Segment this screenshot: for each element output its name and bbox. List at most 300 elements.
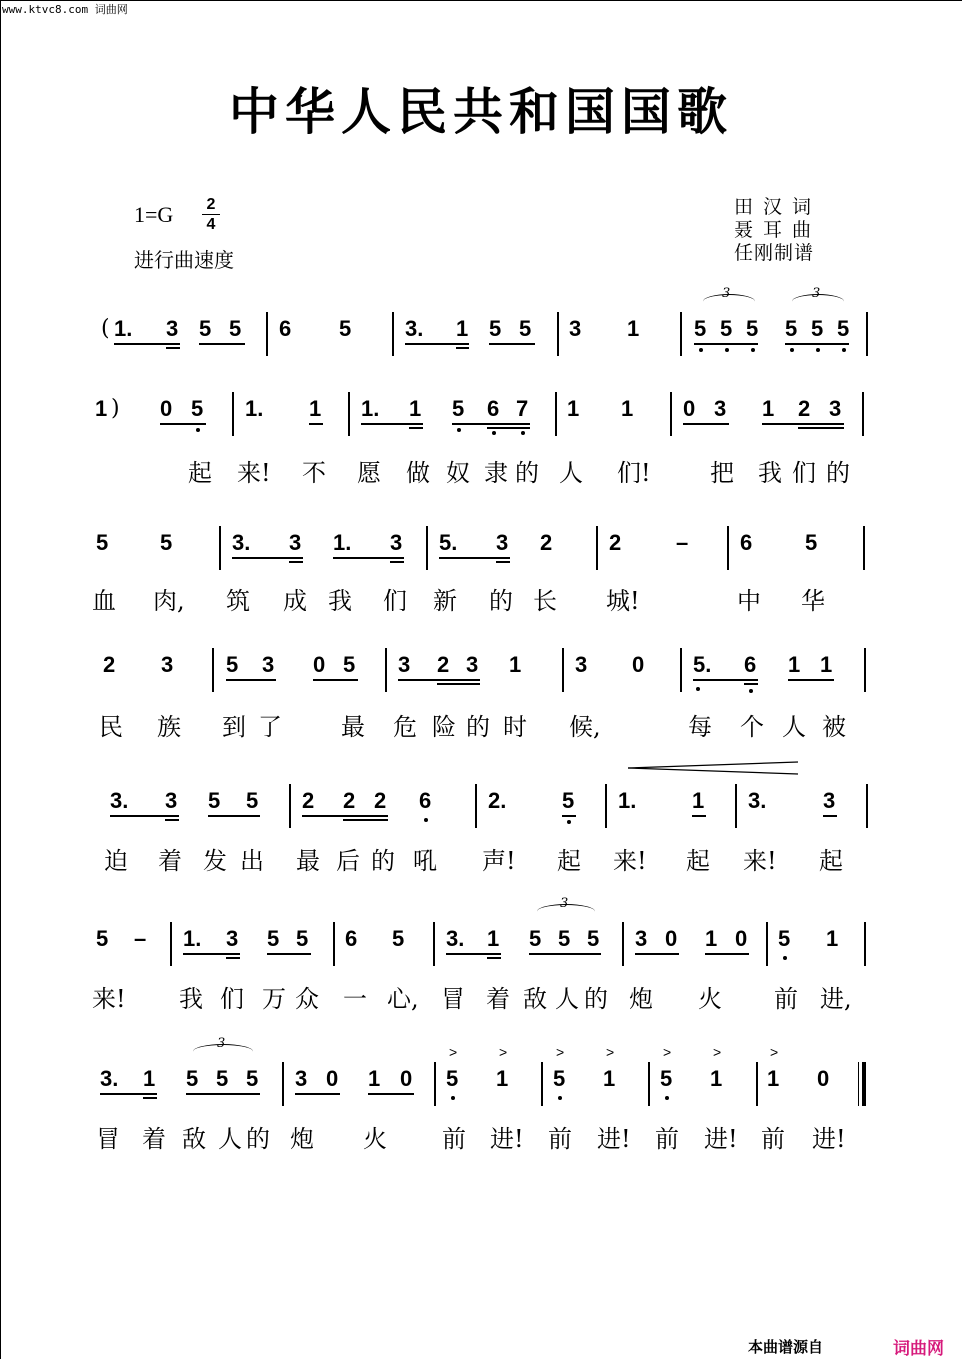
note: 1 <box>487 926 500 951</box>
lyric: 的 <box>584 985 608 1013</box>
low-octave-dot <box>521 431 525 435</box>
note: 2 <box>374 788 387 813</box>
lyric: 的 <box>246 1125 270 1153</box>
beam-line <box>160 423 206 425</box>
lyric: 险 <box>432 713 456 741</box>
bar-line <box>605 784 607 828</box>
beam-line <box>456 347 469 349</box>
triplet-number: 3 <box>722 286 731 301</box>
lyric: 炮 <box>629 985 653 1013</box>
beam-line <box>361 423 423 425</box>
lyric: 起 <box>686 847 710 875</box>
bar-line <box>756 1062 758 1106</box>
note: 2 <box>103 652 116 677</box>
lyric: 不 <box>302 459 326 487</box>
note: 5 <box>96 926 109 951</box>
key-signature: 1=G <box>134 202 174 227</box>
lyric: 着 <box>142 1125 166 1153</box>
lyric: 进! <box>597 1125 631 1153</box>
bar-line <box>266 312 268 356</box>
note: 2 <box>343 788 356 813</box>
lyric: 后 <box>336 847 360 875</box>
bar-line <box>475 784 477 828</box>
lyric: 起 <box>557 847 581 875</box>
note: 3 <box>829 396 842 421</box>
low-octave-dot <box>699 348 703 352</box>
low-octave-dot <box>451 1096 455 1100</box>
lyric: 来! <box>92 985 126 1013</box>
note: 3 <box>569 316 582 341</box>
lyric: 的 <box>826 459 850 487</box>
note: 0 <box>817 1066 830 1091</box>
lyric: 成 <box>283 587 307 615</box>
note: 3. <box>232 530 251 555</box>
lyric: 血 <box>92 587 116 615</box>
beam-line <box>267 953 311 955</box>
beam-line <box>333 557 404 559</box>
bar-line <box>212 648 214 692</box>
note: 1 <box>826 926 839 951</box>
low-octave-dot <box>558 1096 562 1100</box>
note: 3 <box>575 652 588 677</box>
lyric: 的 <box>515 459 539 487</box>
lyric: 们! <box>617 459 651 487</box>
bar-line <box>433 922 435 966</box>
lyric: 城! <box>606 587 640 615</box>
lyric: 危 <box>393 713 417 741</box>
note: 5 <box>160 530 173 555</box>
note: 3 <box>289 530 302 555</box>
beam-line <box>452 423 530 425</box>
note: 3 <box>496 530 509 555</box>
low-octave-dot <box>457 428 461 432</box>
note: 3 <box>390 530 403 555</box>
bar-line <box>863 526 865 570</box>
note: 3 <box>262 652 275 677</box>
beam-line <box>529 953 601 955</box>
bar-line <box>648 1062 650 1106</box>
lyric: 新 <box>433 587 457 615</box>
lyric: 出 <box>240 847 264 875</box>
note: 5 <box>208 788 221 813</box>
note: 5 <box>694 316 707 341</box>
beam-line <box>368 1093 414 1095</box>
note: 5 <box>805 530 818 555</box>
beam-line <box>693 679 758 681</box>
note: 5. <box>693 652 712 677</box>
notation-row-7 <box>0 1036 962 1116</box>
lyric: 我 <box>758 459 782 487</box>
bar-line <box>862 392 864 436</box>
page-border-top <box>0 0 962 1</box>
note: 1 <box>567 396 580 421</box>
note: 5 <box>96 530 109 555</box>
lyric: 奴 <box>446 459 470 487</box>
note: 2 <box>540 530 553 555</box>
bar-line <box>282 1062 284 1106</box>
lyric: 长 <box>533 587 557 615</box>
note: 2 <box>609 530 622 555</box>
note: 5 <box>186 1066 199 1091</box>
beam-line <box>186 1093 260 1095</box>
notation-row-3 <box>0 530 962 580</box>
note: 5 <box>199 316 212 341</box>
note: 1 <box>767 1066 780 1091</box>
note: 1. <box>114 316 133 341</box>
note: 0 <box>632 652 645 677</box>
low-octave-dot <box>790 348 794 352</box>
lyric: 的 <box>371 847 395 875</box>
beam-line <box>183 953 240 955</box>
note: ( <box>101 316 110 341</box>
low-octave-dot <box>492 431 496 435</box>
low-octave-dot <box>665 1096 669 1100</box>
composer-credit: 聂耳曲 <box>734 219 822 241</box>
beam-line <box>785 343 849 345</box>
note: 5 <box>191 396 204 421</box>
bar-line <box>562 648 564 692</box>
beam-line <box>309 423 323 425</box>
lyric: 敌 <box>523 985 547 1013</box>
beam-line <box>762 423 844 425</box>
lyrics-row-2 <box>0 586 962 622</box>
beam-line <box>199 343 245 345</box>
lyric: 愿 <box>357 459 381 487</box>
bar-line <box>680 312 682 356</box>
lyric: 族 <box>157 713 181 741</box>
bar-line <box>434 1062 436 1106</box>
note: 3 <box>165 788 178 813</box>
beam-line <box>788 679 834 681</box>
note: 6 <box>487 396 500 421</box>
lyric: 的 <box>466 713 490 741</box>
beam-line <box>313 679 358 681</box>
low-octave-dot <box>567 820 571 824</box>
accent-mark: > <box>770 1044 779 1060</box>
bar-line <box>864 922 866 966</box>
triplet-number: 3 <box>812 286 821 301</box>
beam-line <box>398 679 480 681</box>
beam-line <box>744 683 758 685</box>
lyric: 中 <box>737 587 761 615</box>
note: – <box>134 926 147 951</box>
note: 5 <box>562 788 575 813</box>
triplet-number: 3 <box>560 896 569 911</box>
note: 6 <box>744 652 757 677</box>
note: 1 <box>692 788 705 813</box>
beam-line <box>496 561 510 563</box>
arranger-credit: 任刚制谱 <box>734 242 815 264</box>
lyric: 进, <box>820 985 852 1013</box>
crescendo-hairpin <box>628 760 800 776</box>
lyric: 隶 <box>484 459 508 487</box>
note: 0 <box>400 1066 413 1091</box>
lyric: 万 <box>262 985 286 1013</box>
lyric: 到 <box>222 713 246 741</box>
lyric: 把 <box>710 459 734 487</box>
note: 0 <box>683 396 696 421</box>
lyric: 我 <box>328 587 352 615</box>
lyric: 起 <box>819 847 843 875</box>
notation-row-6 <box>0 896 962 976</box>
bar-line <box>766 922 768 966</box>
note: 5 <box>392 926 405 951</box>
lyric: 声! <box>482 847 516 875</box>
lyric: 起 <box>188 459 212 487</box>
note: 3 <box>635 926 648 951</box>
bar-line <box>219 526 221 570</box>
beam-line <box>446 953 501 955</box>
note: 5 <box>746 316 759 341</box>
note: 1 <box>496 1066 509 1091</box>
lyrics-row-1 <box>0 458 962 494</box>
beam-line <box>165 819 179 821</box>
low-octave-dot <box>816 348 820 352</box>
lyric: 火 <box>363 1125 387 1153</box>
lyricist-credit: 田汉词 <box>734 196 822 218</box>
note: 3. <box>110 788 129 813</box>
note: 0 <box>735 926 748 951</box>
lyric: 进! <box>490 1125 524 1153</box>
note: 2 <box>302 788 315 813</box>
note: 3 <box>714 396 727 421</box>
beam-line <box>705 953 749 955</box>
time-signature-bottom: 4 <box>206 216 216 233</box>
beam-line <box>226 679 276 681</box>
lyric: 每 <box>688 713 712 741</box>
note: 1 <box>95 396 108 421</box>
beam-line <box>409 427 423 429</box>
lyric: 们 <box>383 587 407 615</box>
lyric: 众 <box>295 985 319 1013</box>
accent-mark: > <box>449 1044 458 1060</box>
note: 1 <box>762 396 775 421</box>
note: 1 <box>621 396 634 421</box>
beam-line <box>683 423 729 425</box>
note: 5 <box>720 316 733 341</box>
note: 1. <box>333 530 352 555</box>
low-octave-dot <box>751 348 755 352</box>
lyric: 一 <box>343 985 367 1013</box>
bar-line <box>289 784 291 828</box>
lyric: 肉, <box>153 587 185 615</box>
bar-line <box>866 784 868 828</box>
note: 5 <box>446 1066 459 1091</box>
low-octave-dot <box>696 687 700 691</box>
page-title: 中华人民共和国国歌 <box>229 82 733 141</box>
lyric: 民 <box>99 713 123 741</box>
lyric: 的 <box>489 587 513 615</box>
low-octave-dot <box>749 689 753 693</box>
bar-line <box>866 312 868 356</box>
lyric: 心, <box>387 985 419 1013</box>
accent-mark: > <box>663 1044 672 1060</box>
note: 3 <box>398 652 411 677</box>
lyric: 敌 <box>182 1125 206 1153</box>
lyric: 来! <box>237 459 271 487</box>
beam-line <box>798 427 844 429</box>
beam-line <box>110 815 179 817</box>
lyric: 做 <box>406 459 430 487</box>
beam-line <box>343 819 388 821</box>
beam-line <box>302 815 388 817</box>
bar-line <box>385 648 387 692</box>
note: 5 <box>343 652 356 677</box>
bar-line <box>622 922 624 966</box>
lyrics-row-3 <box>0 712 962 748</box>
notation-row-1 <box>0 286 962 366</box>
bar-line <box>541 1062 543 1106</box>
beam-line <box>232 557 303 559</box>
note: 7 <box>516 396 529 421</box>
beam-line <box>489 343 535 345</box>
lyric: 被 <box>822 713 846 741</box>
note: 3 <box>226 926 239 951</box>
lyric: 冒 <box>441 985 465 1013</box>
note: 1. <box>183 926 202 951</box>
beam-line <box>405 343 469 345</box>
bar-line <box>555 392 557 436</box>
lyric: 来! <box>613 847 647 875</box>
final-bar-thin <box>858 1062 859 1106</box>
bar-line <box>426 526 428 570</box>
note: – <box>676 530 689 555</box>
note: 2 <box>437 652 450 677</box>
lyric: 前 <box>655 1125 679 1153</box>
note: 6 <box>345 926 358 951</box>
accent-mark: > <box>606 1044 615 1060</box>
note: 3 <box>295 1066 308 1091</box>
note: 5 <box>778 926 791 951</box>
note: 1. <box>245 396 264 421</box>
low-octave-dot <box>424 818 428 822</box>
beam-line <box>226 957 240 959</box>
accent-mark: > <box>556 1044 565 1060</box>
low-octave-dot <box>196 428 200 432</box>
note: 5 <box>587 926 600 951</box>
note: 3 <box>466 652 479 677</box>
lyrics-row-6 <box>0 1124 962 1160</box>
beam-line <box>100 1093 157 1095</box>
note: 1 <box>603 1066 616 1091</box>
note: 5 <box>246 788 259 813</box>
accent-mark: > <box>713 1044 722 1060</box>
note: 5 <box>216 1066 229 1091</box>
beam-line <box>487 427 530 429</box>
note: 0 <box>160 396 173 421</box>
note: 5 <box>558 926 571 951</box>
note: 6 <box>740 530 753 555</box>
note: 5 <box>837 316 850 341</box>
lyric: 着 <box>486 985 510 1013</box>
note: 5 <box>339 316 352 341</box>
beam-line <box>295 1093 340 1095</box>
lyric: 前 <box>761 1125 785 1153</box>
accent-mark: > <box>499 1044 508 1060</box>
beam-line <box>437 683 480 685</box>
note: 3. <box>100 1066 119 1091</box>
beam-line <box>390 561 404 563</box>
bar-line <box>735 784 737 828</box>
low-octave-dot <box>842 348 846 352</box>
note: 3. <box>405 316 424 341</box>
note: 5 <box>246 1066 259 1091</box>
lyric: 吼 <box>413 847 437 875</box>
note: 0 <box>313 652 326 677</box>
note: 6 <box>279 316 292 341</box>
note: 3 <box>166 316 179 341</box>
note: 0 <box>665 926 678 951</box>
lyric: 候, <box>569 713 601 741</box>
note: 1. <box>361 396 380 421</box>
footer-source-note: 本曲谱源自 <box>748 1338 824 1356</box>
beam-line <box>694 343 758 345</box>
bar-line <box>670 392 672 436</box>
lyric: 人 <box>559 459 583 487</box>
credits <box>734 196 821 265</box>
footer-site-link[interactable]: 词曲网 <box>893 1339 944 1359</box>
note: ) <box>111 396 120 421</box>
note: 1 <box>509 652 522 677</box>
note: 5 <box>811 316 824 341</box>
lyric: 前 <box>774 985 798 1013</box>
bar-line <box>232 392 234 436</box>
beam-line <box>143 1097 157 1099</box>
beam-line <box>635 953 679 955</box>
beam-line <box>208 815 260 817</box>
bar-line <box>170 922 172 966</box>
note: 1 <box>705 926 718 951</box>
lyric: 进! <box>812 1125 846 1153</box>
bar-line <box>864 648 866 692</box>
note: 5 <box>452 396 465 421</box>
bar-line <box>557 312 559 356</box>
lyrics-row-4 <box>0 846 962 882</box>
note: 1 <box>368 1066 381 1091</box>
beam-line <box>114 343 180 345</box>
note: 5 <box>529 926 542 951</box>
note: 5 <box>296 926 309 951</box>
note: 0 <box>326 1066 339 1091</box>
lyric: 个 <box>740 713 764 741</box>
bar-line <box>348 392 350 436</box>
lyric: 进! <box>704 1125 738 1153</box>
note: 3 <box>161 652 174 677</box>
final-bar-thick <box>862 1062 866 1106</box>
note: 5 <box>660 1066 673 1091</box>
lyric: 我 <box>179 985 203 1013</box>
lyric: 炮 <box>290 1125 314 1153</box>
time-signature-top: 2 <box>206 196 216 213</box>
bar-line <box>333 922 335 966</box>
lyric: 前 <box>548 1125 572 1153</box>
lyric: 迫 <box>104 847 128 875</box>
lyric: 最 <box>341 713 365 741</box>
lyric: 筑 <box>226 587 250 615</box>
note: 6 <box>419 788 432 813</box>
note: 1. <box>618 788 637 813</box>
beam-line <box>562 815 576 817</box>
beam-line <box>692 815 706 817</box>
note: 5 <box>267 926 280 951</box>
lyrics-row-5 <box>0 984 962 1020</box>
lyric: 人 <box>218 1125 242 1153</box>
note: 5 <box>489 316 502 341</box>
lyric: 火 <box>698 985 722 1013</box>
note: 2. <box>488 788 507 813</box>
note: 1 <box>309 396 322 421</box>
note: 3 <box>823 788 836 813</box>
